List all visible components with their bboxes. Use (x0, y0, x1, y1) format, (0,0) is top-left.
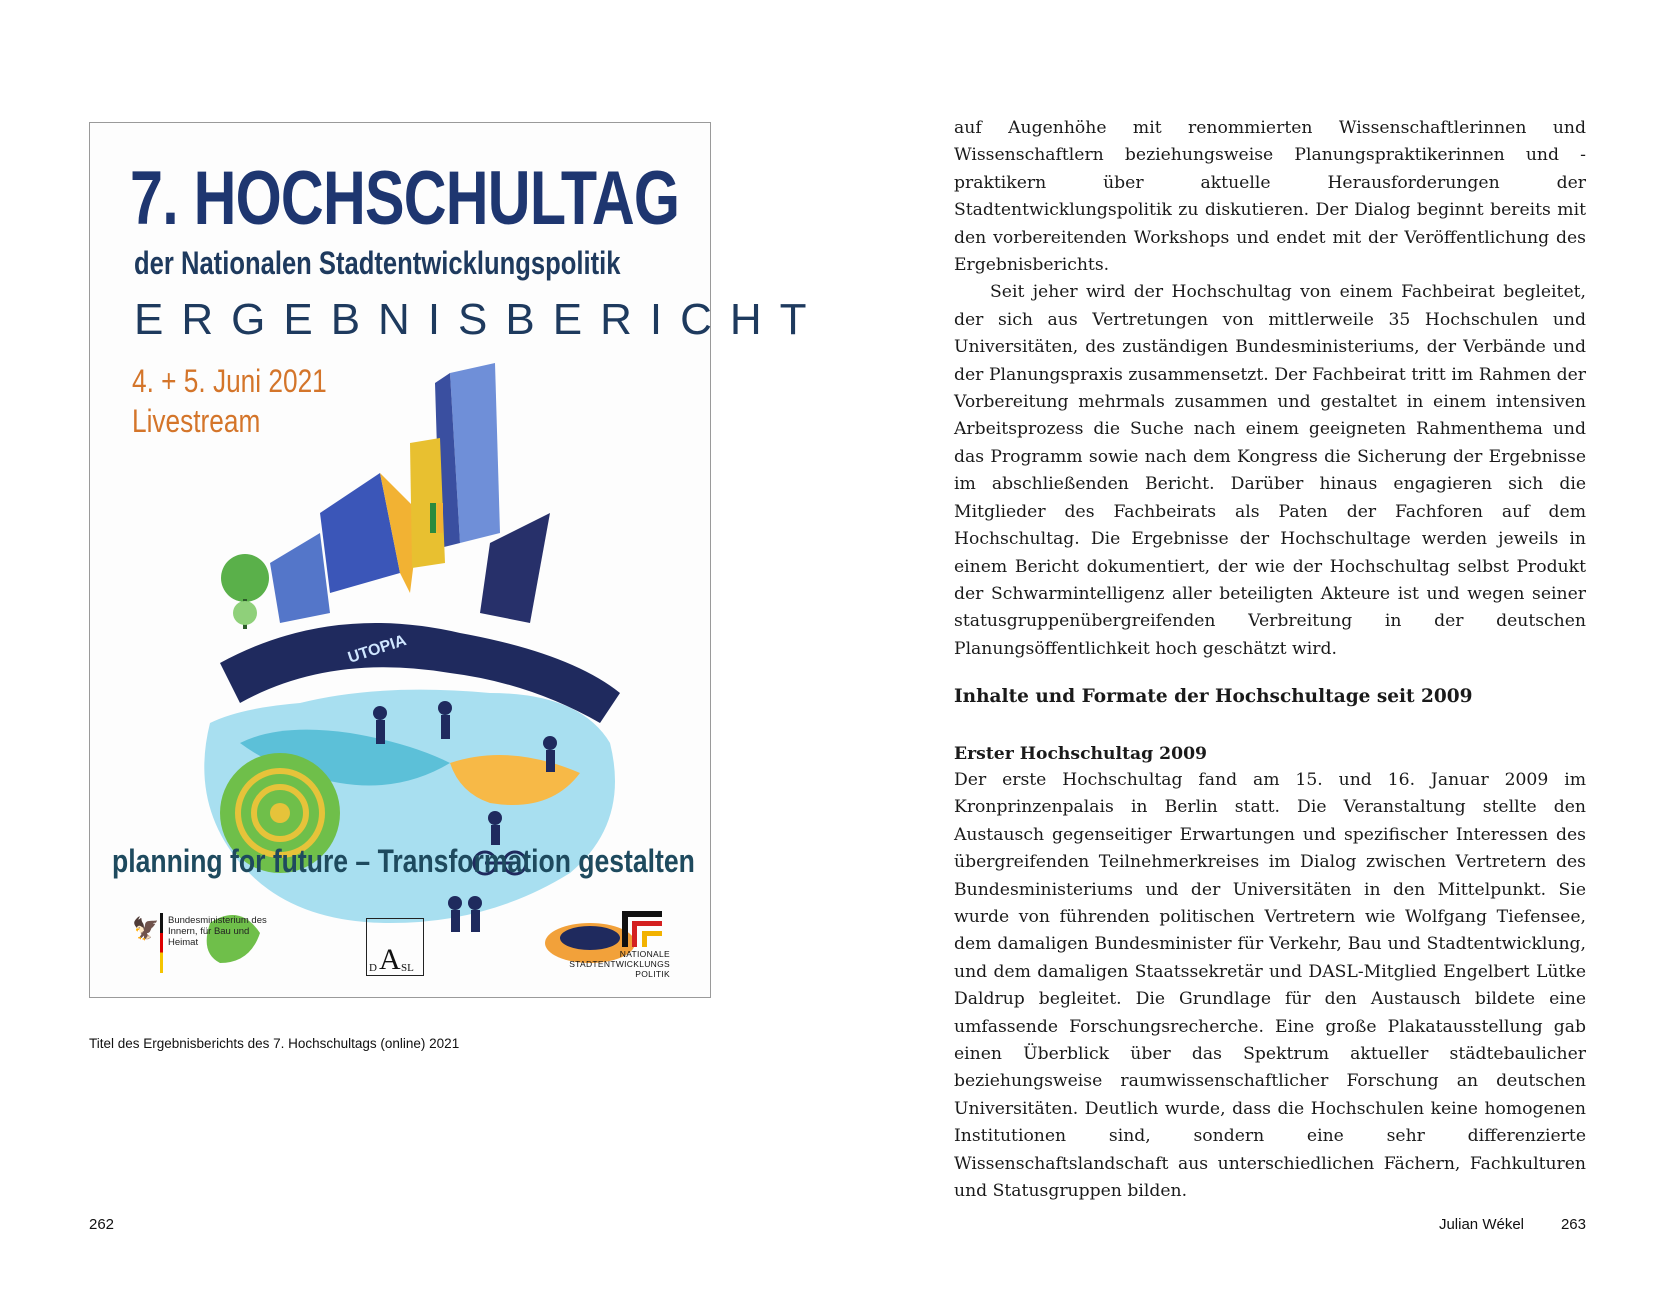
running-author: Julian Wékel (1438, 1216, 1524, 1233)
dasl-letter-d: D (369, 962, 377, 974)
page-number-right: 263 (1560, 1216, 1586, 1233)
body-text-block (954, 115, 1586, 663)
bmi-logo-text: Bundesministerium des Innern, für Bau und Heimat (168, 915, 267, 948)
dasl-letters-sl: SL (401, 962, 414, 974)
nsp-logo-text: NATIONALE STADTENTWICKLUNGS POLITIK (569, 949, 670, 979)
cover-subtitle: der Nationalen Stadtentwicklungspolitik (134, 245, 621, 281)
body-text-block-2009 (954, 767, 1586, 1206)
section-heading: Inhalte und Formate der Hochschultage seit 2009 (954, 686, 1473, 707)
cover-title: 7. HOCHSCHULTAG (130, 156, 680, 241)
page-number-left: 262 (89, 1216, 115, 1233)
nsp-logo (552, 911, 672, 981)
dasl-letter-a: A (379, 943, 401, 976)
utopia-label: UTOPIA (345, 632, 409, 667)
cover-illustration (150, 363, 650, 973)
cover-report-label: ERGEBNISBERICHT (134, 295, 825, 344)
federal-eagle-icon: 🦅 (132, 917, 160, 942)
nsp-mark-icon (622, 911, 662, 947)
cover-tagline: planning for future – Transformation gestalten (112, 843, 695, 879)
paragraph-continuation: auf Augenhöhe mit renommierten Wissenschaftlerinnen und Wissenschaftlern beziehungsweise Planungspraktikerinnen und -praktikern über aktuelle Herausforderungen der Stadtentwicklungspolitik zu diskutieren. Der Dialog beginnt bereits mit den vorbereitenden Workshops und endet mit der Veröffentlichung des Ergebnisberichts. (954, 118, 1586, 276)
bmi-logo (132, 913, 267, 977)
cover-date: 4. + 5. Juni 2021 (132, 363, 327, 399)
sub-heading: Erster Hochschultag 2009 (954, 744, 1207, 764)
right-page (827, 0, 1654, 1299)
paragraph-fachbeirat: Seit jeher wird der Hochschultag von einem Fachbeirat begleitet, der sich aus Vertretungen von mittlerweile 35 Hochschulen und Universitäten, des zuständigen Bundesministeriums, der Verbände und der Planungspraxis zusammensetzt. Der Fachbeirat tritt im Rahmen der Vorbereitung mehrmals zusammen und gestaltet in einem intensiven Arbeitsprozess die Suche nach einem geeigneten Rahmenthema und das Programm sowie nach dem Kongress die Sicherung der Ergebnisse im abschließenden Bericht. Darüber hinaus engagieren sich die Mitglieder des Fachbeirats als Paten der Fachforen auf dem Hochschultag. Die Ergebnisse der Hochschultage werden jeweils in einem Bericht dokumentiert, der wie der Hochschultag selbst Produkt der Schwarmintelligenz aller beteiligten Akteure ist und wegen seiner statusgruppenübergreifenden Verbreitung in der deutschen Planungsöffentlichkeit hoch geschätzt wird. (954, 282, 1586, 659)
german-flag-stripe (160, 913, 163, 973)
figure-caption: Titel des Ergebnisberichts des 7. Hochschultags (online) 2021 (89, 1036, 460, 1051)
report-cover-figure (89, 122, 825, 998)
dasl-logo (366, 918, 424, 976)
paragraph-2009: Der erste Hochschultag fand am 15. und 16. Januar 2009 im Kronprinzenpalais in Berlin statt. Die Veranstaltung stellte den Austausch gegenseitiger Erwartungen und spezifischer Interessen des übergreifenden Teilnehmerkreises im Dialog zwischen Vertretern des Bundesministeriums und der Universitäten in den Mittelpunkt. Sie wurde von führenden politischen Vertretern wie Wolfgang Tiefensee, dem damaligen Bundesminister für Verkehr, Bau und Stadtentwicklung, und dem damaligen Staatssekretär und DASL-Mitglied Engelbert Lütke Daldrup begleitet. Die Grundlage für den Austausch bildete eine umfassende Forschungsrecherche. Eine große Plakatausstellung gab einen Überblick über das Spektrum aktueller städtebaulicher beziehungsweise raumwissenschaftlicher Forschung an deutschen Universitäten. Deutlich wurde, dass die Hochschulen keine homogenen Institutionen sind, sondern eine sehr differenzierte Wissenschaftslandschaft aus unterschiedlichen Fächern, Fachkulturen und Statusgruppen bilden. (954, 770, 1586, 1202)
cover-format: Livestream (132, 403, 261, 439)
